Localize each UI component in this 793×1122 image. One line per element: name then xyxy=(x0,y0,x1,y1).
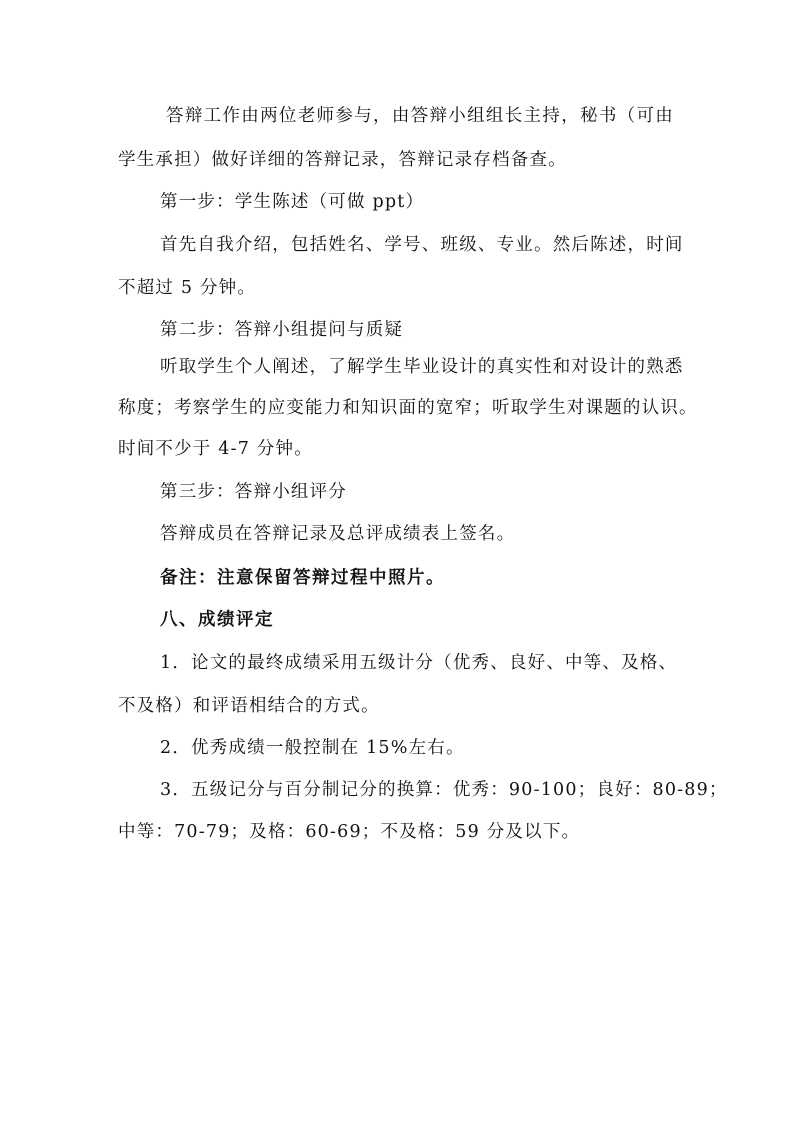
grading-item-2: 2．优秀成绩一般控制在 15%左右。 xyxy=(160,738,465,758)
step1-paragraph-line-1: 首先自我介绍，包括姓名、学号、班级、专业。然后陈述，时间 xyxy=(160,235,684,255)
step2-paragraph-line-2: 称度；考察学生的应变能力和知识面的宽窄；听取学生对课题的认识。 xyxy=(118,398,698,418)
step2-paragraph-line-3: 时间不少于 4-7 分钟。 xyxy=(118,439,313,459)
note-text: 备注：注意保留答辩过程中照片。 xyxy=(160,568,445,588)
step2-heading: 第二步：答辩小组提问与质疑 xyxy=(160,320,404,340)
intro-paragraph-line-2: 学生承担）做好详细的答辩记录，答辩记录存档备查。 xyxy=(118,150,567,170)
grading-item-3-line-2: 中等：70-79；及格：60-69；不及格：59 分及以下。 xyxy=(118,822,581,842)
section8-heading: 八、成绩评定 xyxy=(160,610,274,630)
grading-item-1-line-1: 1．论文的最终成绩采用五级计分（优秀、良好、中等、及格、 xyxy=(160,653,678,673)
step2-paragraph-line-1: 听取学生个人阐述，了解学生毕业设计的真实性和对设计的熟悉 xyxy=(160,357,684,377)
step1-paragraph-line-2: 不超过 5 分钟。 xyxy=(118,278,257,298)
step3-paragraph-line-1: 答辩成员在答辩记录及总评成绩表上签名。 xyxy=(160,524,516,544)
grading-item-3-line-1: 3．五级记分与百分制记分的换算：优秀：90-100；良好：80-89； xyxy=(160,780,728,800)
intro-paragraph-line-1: 答辩工作由两位老师参与，由答辩小组组长主持，秘书（可由 xyxy=(166,106,674,126)
step3-heading: 第三步：答辩小组评分 xyxy=(160,482,347,502)
step1-heading: 第一步：学生陈述（可做 ppt） xyxy=(160,192,425,212)
grading-item-1-line-2: 不及格）和评语相结合的方式。 xyxy=(118,696,380,716)
